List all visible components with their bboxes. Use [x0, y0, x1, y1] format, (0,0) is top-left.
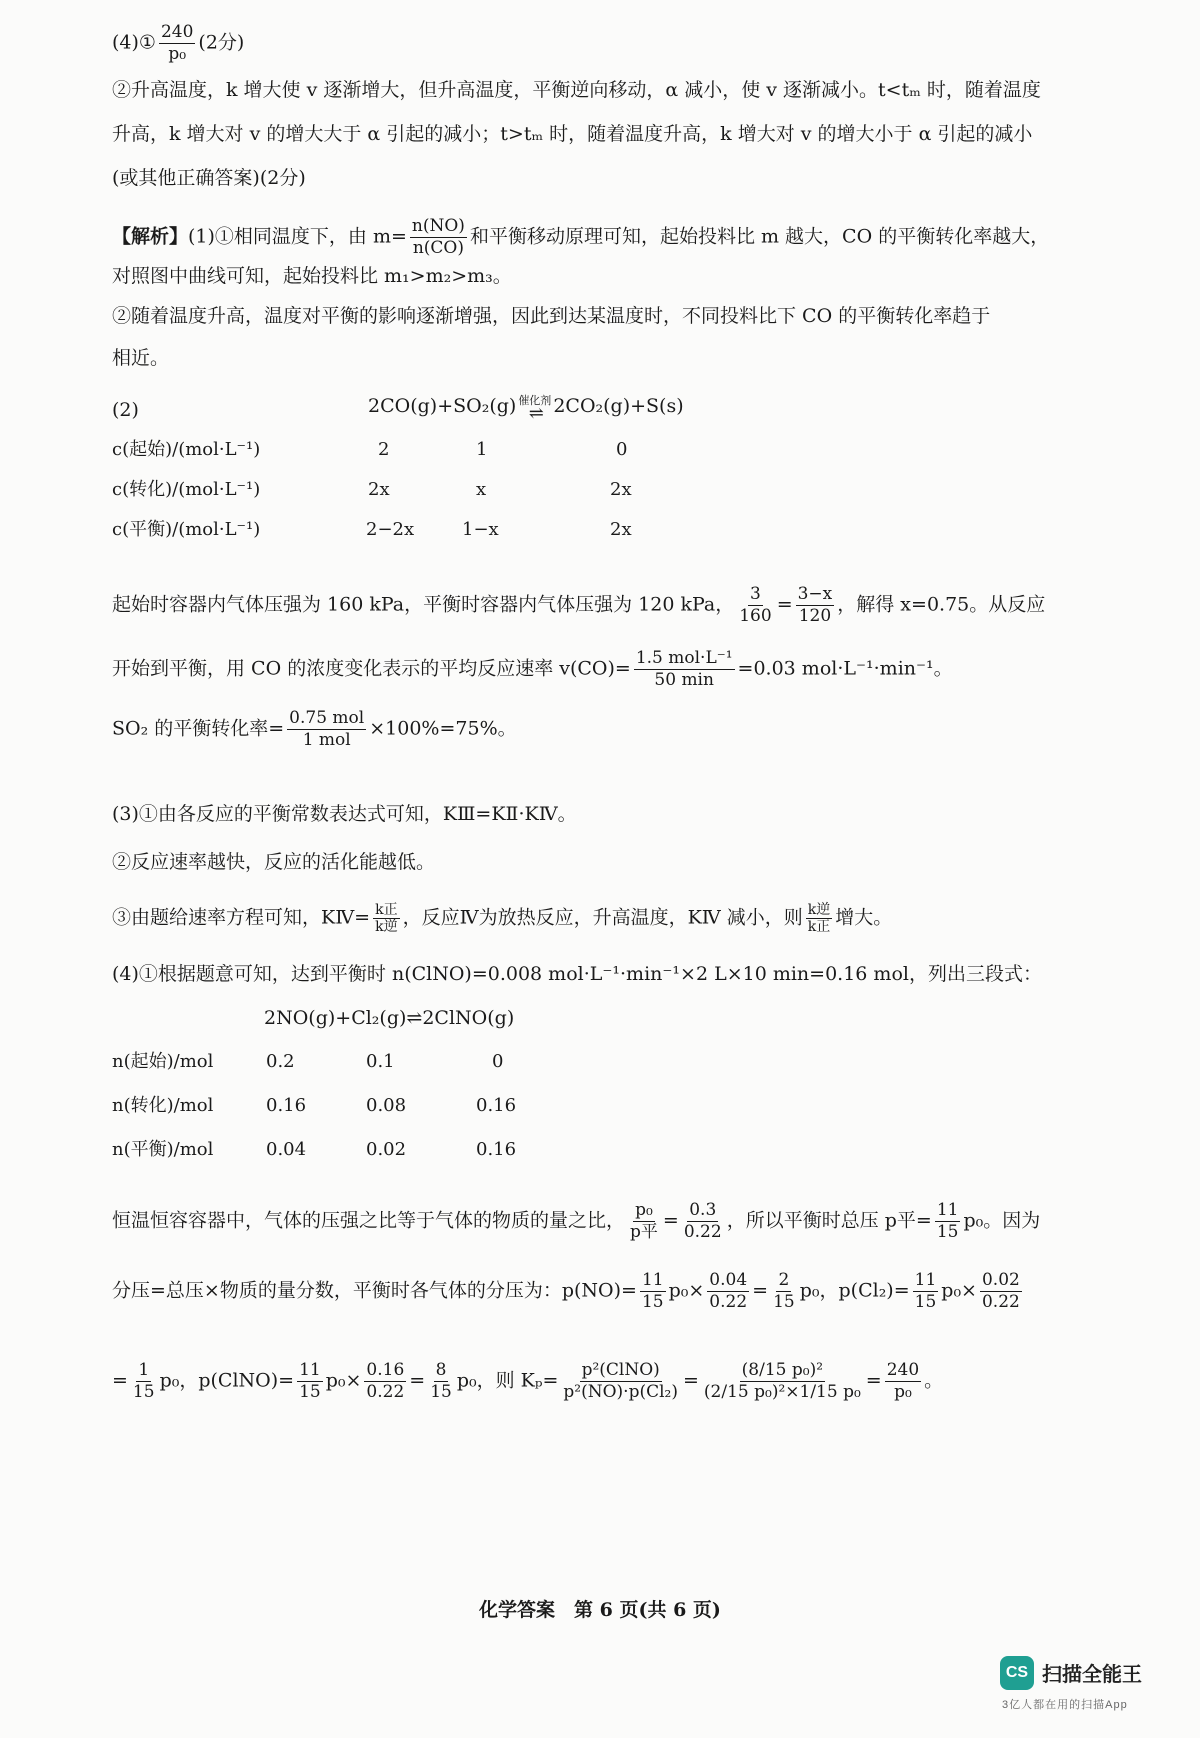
analysis-p1-cont: 对照图中曲线可知，起始投料比 m₁>m₂>m₃。 [112, 265, 512, 287]
text: = [409, 1369, 426, 1392]
fraction-denominator: 160 [739, 606, 772, 626]
q4-2-line-1: ②升高温度，k 增大使 v 逐渐增大，但升高温度，平衡逆向移动，α 减小，使 v 逐渐减小。t<tₘ 时，随着温度 [112, 79, 1041, 101]
fraction-denominator: k正 [807, 919, 831, 935]
q2-equation [368, 392, 684, 424]
table-cell: 2x [610, 519, 632, 540]
watermark-subtitle: 3亿人都在用的扫描App [1002, 1699, 1128, 1711]
fraction-numerator: 0.16 [366, 1360, 405, 1380]
fraction-denominator: 50 min [654, 670, 714, 690]
q3-line-1: (3)①由各反应的平衡常数表达式可知，KⅢ=KⅡ·KⅣ。 [112, 803, 577, 825]
text: =0.03 mol·L⁻¹·min⁻¹。 [737, 657, 953, 680]
q4-label: (4)① [112, 31, 156, 54]
fraction-numerator: k逆 [807, 902, 831, 918]
text: 。 [924, 1369, 944, 1392]
text: = [682, 1369, 699, 1392]
table-cell: 0.04 [266, 1139, 307, 1160]
table-cell: 0.02 [366, 1139, 407, 1160]
camscanner-logo-icon: CS [1000, 1656, 1034, 1690]
q4b-text-1: 恒温恒容容器中，气体的压强之比等于气体的物质的量之比， $\frac{\text{p₀}}{\text{p平}}$ = $\frac{0.3}{0.22}$ ，所以平衡时总压 p平= $\frac{11}{15}$ p₀。因为 [112, 1200, 1041, 1242]
text: = [776, 593, 793, 616]
table-cell: 1 [476, 439, 488, 460]
fraction-denominator: p₀ [168, 44, 187, 64]
fraction-numerator: p²(ClNO) [581, 1360, 660, 1380]
fraction-numerator: p₀ [635, 1200, 653, 1220]
fraction-numerator: 11 [936, 1200, 959, 1220]
table-row-label: c(平衡)/(mol·L⁻¹) [112, 519, 261, 540]
table-cell: 0.08 [366, 1095, 407, 1116]
table-cell: x [476, 479, 487, 500]
fraction-denominator: (2/15 p₀)²×1/15 p₀ [703, 1382, 861, 1402]
fraction-numerator: 0.02 [981, 1270, 1020, 1290]
fraction-numerator: 0.75 mol [289, 708, 365, 728]
fraction-denominator: 15 [914, 1292, 937, 1312]
analysis-p1 [112, 216, 1049, 259]
fraction-numerator: 1 [138, 1360, 150, 1380]
fraction-denominator: 15 [132, 1382, 155, 1402]
q2-text-3 [112, 708, 517, 751]
table-row-label: c(转化)/(mol·L⁻¹) [112, 479, 261, 500]
table-cell: 0.16 [476, 1095, 517, 1116]
page-footer: 化学答案 第 6 页(共 6 页) [479, 1599, 721, 1621]
fraction-denominator: p²(NO)·p(Cl₂) [563, 1382, 678, 1402]
fraction-numerator: 11 [641, 1270, 664, 1290]
fraction-denominator: 15 [641, 1292, 664, 1312]
catalyst-label: 催化剂 [518, 393, 552, 407]
q2-text-1 [112, 584, 1045, 627]
fraction-denominator: n(CO) [412, 238, 464, 258]
table-row-label: n(起始)/mol [112, 1051, 214, 1072]
equation-left: 2CO(g)+SO₂(g) [368, 395, 517, 417]
fraction-denominator: k逆 [375, 919, 398, 935]
q3-line-3 [112, 902, 892, 935]
fraction-numerator: 240 [886, 1360, 920, 1380]
q2-text-2 [112, 648, 953, 691]
table-cell: 0.1 [366, 1051, 395, 1072]
equilibrium-arrow-icon: ⇌ [528, 402, 541, 424]
text: = [112, 1369, 128, 1392]
fraction-denominator: 15 [299, 1382, 321, 1402]
fraction-denominator: 0.22 [709, 1292, 748, 1312]
q4-answer-line [112, 22, 244, 65]
fraction-numerator: n(NO) [411, 216, 465, 236]
analysis-p2: ②随着温度升高，温度对平衡的影响逐渐增强，因此到达某温度时，不同投料比下 CO 的平衡转化率趋于 [112, 305, 991, 327]
text: 起始时容器内气体压强为 160 kPa，平衡时容器内气体压强为 120 kPa， [112, 593, 735, 616]
text: 分压=总压×物质的量分数，平衡时各气体的分压为：p(NO)= [112, 1279, 637, 1302]
fraction-denominator: 120 [798, 606, 832, 626]
text: 开始到平衡，用 CO 的浓度变化表示的平均反应速率 v(CO)= [112, 657, 631, 680]
fraction-numerator: 2 [778, 1270, 790, 1290]
fraction-numerator: 0.3 [689, 1200, 717, 1220]
fraction-denominator: 1 mol [302, 730, 351, 750]
fraction-denominator: 15 [430, 1382, 452, 1402]
text: 恒温恒容容器中，气体的压强之比等于气体的物质的量之比， [112, 1209, 626, 1232]
text: ，所以平衡时总压 p平= [726, 1209, 932, 1232]
catalyst-arrow [518, 393, 552, 424]
fraction-numerator: 1.5 mol·L⁻¹ [635, 648, 733, 668]
table-cell: 2−2x [366, 519, 415, 540]
watermark-title: 扫描全能王 [1042, 1664, 1142, 1686]
q4b-equation: 2NO(g)+Cl₂(g)⇌2ClNO(g) [264, 1007, 515, 1029]
table-cell: 0.16 [476, 1139, 517, 1160]
fraction-numerator: 3 [750, 584, 761, 604]
text: p₀，p(Cl₂)= [799, 1279, 910, 1302]
fraction-numerator: 11 [299, 1360, 321, 1380]
text: SO₂ 的平衡转化率= [112, 717, 285, 740]
fraction-numerator: 0.04 [709, 1270, 748, 1290]
table-row-label: c(起始)/(mol·L⁻¹) [112, 439, 261, 460]
fraction-denominator: p平 [630, 1222, 658, 1242]
text: = [752, 1279, 769, 1302]
text: p₀× [668, 1279, 705, 1302]
table-cell: 1−x [462, 519, 499, 540]
text: p₀× [941, 1279, 977, 1302]
text: ，反应Ⅳ为放热反应，升高温度，KⅣ 减小，则 [402, 906, 803, 929]
q3-line-2: ②反应速率越快，反应的活化能越低。 [112, 851, 436, 873]
fraction-denominator: p₀ [894, 1382, 912, 1402]
q4b-text-3 [112, 1360, 943, 1403]
table-cell: 2 [378, 439, 390, 460]
fraction-denominator: 0.22 [683, 1222, 722, 1242]
fraction-denominator: 15 [773, 1292, 795, 1312]
fraction-denominator: 0.22 [366, 1382, 405, 1402]
text: p₀，p(ClNO)= [159, 1369, 295, 1392]
q4-2-line-2: 升高，k 增大对 v 的增大大于 α 引起的减小；t>tₘ 时，随着温度升高，k 增大对 v 的增大小于 α 引起的减小 [112, 123, 1033, 145]
table-cell: 2x [368, 479, 390, 500]
q4-2-line-3: (或其他正确答案)(2分) [112, 167, 306, 189]
text: p₀。因为 [963, 1209, 1041, 1232]
table-cell: 0 [616, 439, 628, 460]
text: p₀× [325, 1369, 362, 1392]
fraction-numerator: 8 [435, 1360, 447, 1380]
fraction-denominator: 0.22 [981, 1292, 1020, 1312]
fraction-numerator: (8/15 p₀)² [741, 1360, 824, 1380]
table-cell: 0.2 [266, 1051, 295, 1072]
table-cell: 0 [492, 1051, 504, 1072]
table-cell: 0.16 [266, 1095, 307, 1116]
text: ③由题给速率方程可知，KⅣ= [112, 906, 371, 929]
analysis-tag: 【解析】 [112, 225, 189, 248]
text: = [865, 1369, 882, 1392]
text: p₀，则 Kₚ= [456, 1369, 559, 1392]
fraction-numerator: 240 [160, 22, 194, 42]
q4b-text-2 [112, 1270, 1025, 1313]
text: 和平衡移动原理可知，起始投料比 m 越大，CO 的平衡转化率越大， [469, 225, 1050, 248]
text: ×100%=75%。 [369, 717, 517, 740]
fraction-numerator: 11 [914, 1270, 937, 1290]
table-row-label: n(转化)/mol [112, 1095, 214, 1116]
equation-right: 2CO₂(g)+S(s) [553, 395, 684, 417]
text: 增大。 [835, 906, 893, 929]
table-cell: 2x [610, 479, 632, 500]
text: (1)①相同温度下，由 m= [188, 225, 407, 248]
score: (2分) [198, 31, 245, 54]
analysis-p2-cont: 相近。 [112, 347, 170, 369]
fraction-numerator: k正 [375, 902, 398, 918]
q4b-line-1: (4)①根据题意可知，达到平衡时 n(ClNO)=0.008 mol·L⁻¹·min⁻¹×2 L×10 min=0.16 mol，列出三段式： [112, 963, 1042, 985]
text: ，解得 x=0.75。从反应 [837, 593, 1046, 616]
q2-label: (2) [112, 399, 139, 421]
table-row-label: n(平衡)/mol [112, 1139, 214, 1160]
fraction-numerator: 3−x [797, 584, 833, 604]
fraction-denominator: 15 [936, 1222, 959, 1242]
